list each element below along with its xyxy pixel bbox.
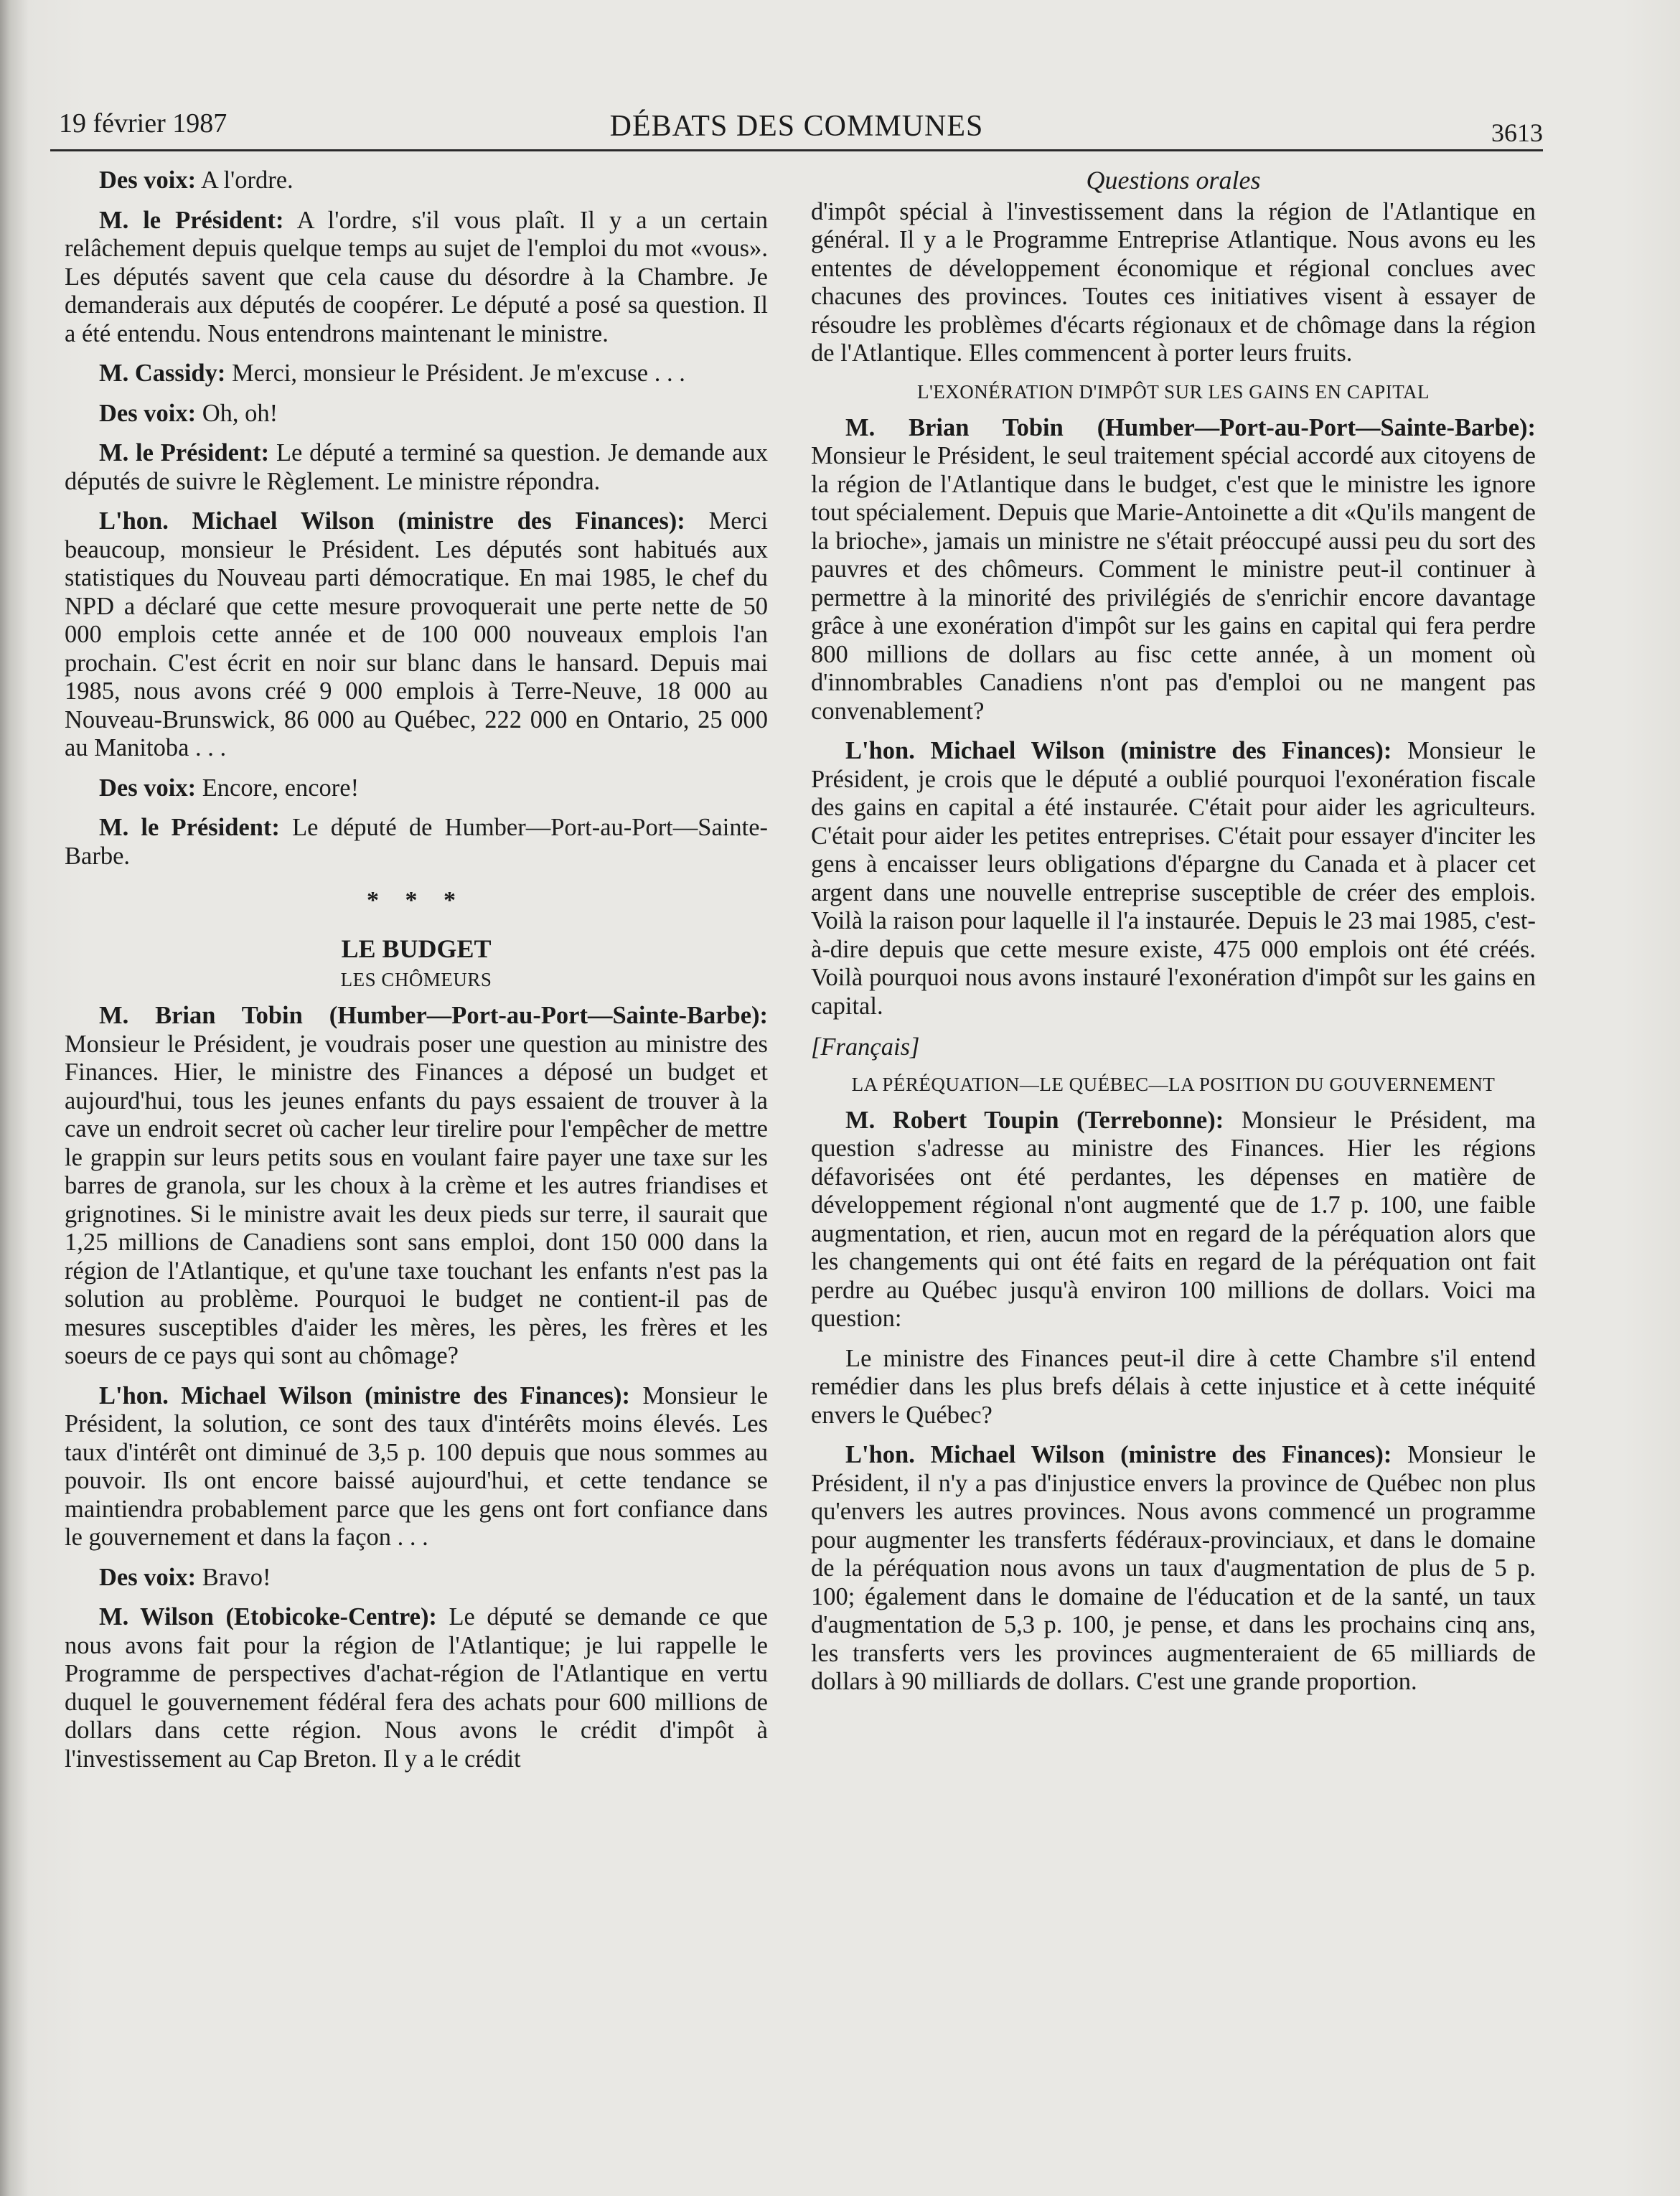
speech-text: Le député a terminé sa question. Je demande aux députés de suivre le Règlement. Le ministre répondra. <box>65 439 768 495</box>
speech-text: Le député de Humber—Port-au-Port—Sainte-Barbe. <box>65 814 768 870</box>
speaker-name: Des voix: <box>99 774 197 802</box>
section-separator: * * * <box>367 887 466 914</box>
speaker-name: M. Robert Toupin (Terrebonne): <box>845 1106 1224 1134</box>
speech-text: Le ministre des Finances peut-il dire à cette Chambre s'il entend remédier dans les plus brefs délais à cette injustice et à cette inéquité envers le Québec? <box>811 1344 1536 1429</box>
speech-text: Monsieur le Président, la solution, ce sont des taux d'intérêts moins élevés. Les taux d'intérêt ont diminué de 3,5 p. 100 depuis que nous sommes au pouvoir. Ils ont encore baissé aujourd'hui, et cette tendance se maintiendra probablement parce que les gens ont fort confiance dans le gouvernement et dans la façon . . . <box>65 1381 769 1551</box>
speech-paragraph <box>811 1441 1536 1697</box>
speaker-name: Des voix: <box>99 399 197 427</box>
section-subheading: LES CHÔMEURS <box>340 969 492 990</box>
speech-text: Monsieur le Président, ma question s'adresse au ministre des Finances. Hier les régions défavorisées ont été perdantes, les dépenses en matière de développement régional n'ont augmenté que de 1.7 p. 100, une faible augmentation, et rien, aucun mot en regard de la péréquation alors que les changements qui ont été faits en regard de la péréquation ont fait perdre au Québec jusqu'à environ 100 millions de dollars. Voici ma question: <box>811 1106 1536 1332</box>
speech-paragraph <box>65 774 768 803</box>
speech-text: A l'ordre. <box>196 166 294 194</box>
text-paragraph <box>811 1345 1536 1430</box>
speech-paragraph <box>65 439 768 496</box>
speaker-name: M. le Président: <box>99 439 270 466</box>
speaker-name: L'hon. Michael Wilson (ministre des Finances): <box>99 507 685 535</box>
speech-paragraph <box>65 360 768 388</box>
speaker-name: Des voix: <box>99 166 197 194</box>
speaker-name: M. Cassidy: <box>99 360 226 387</box>
right-column <box>811 166 1536 1708</box>
header-title: DÉBATS DES COMMUNES <box>609 110 984 143</box>
speech-paragraph <box>65 1603 768 1773</box>
speech-text: d'impôt spécial à l'investissement dans la région de l'Atlantique en général. Il y a le Programme Entreprise Atlantique. Nous avons eu les ententes de développement économique et régional conclues avec chacunes des provinces. Toutes ces initiatives visent à essayer de résoudre les problèmes d'écarts régionaux et de chômage dans la région de l'Atlantique. Elles commencent à porter leurs fruits. <box>811 197 1536 367</box>
speaker-name: M. Brian Tobin (Humber—Port-au-Port—Sainte-Barbe): <box>845 413 1536 441</box>
running-head: Questions orales <box>1086 166 1261 194</box>
header-page-number: 3613 <box>1491 118 1543 147</box>
speech-paragraph <box>65 1564 768 1592</box>
speaker-name: L'hon. Michael Wilson (ministre des Finances): <box>99 1381 630 1409</box>
header-date: 19 février 1987 <box>59 108 227 139</box>
page-header <box>50 108 1543 151</box>
speech-text: Monsieur le Président, je voudrais poser une question au ministre des Finances. Hier, le ministre des Finances a déposé un budget et aujourd'hui, tous les jeunes enfants du pays essaient de trouver à la cave un endroit secret où cacher leur tirelire pour l'empêcher de mettre le grappin sur leurs petits sous en voulant faire payer une taxe sur les barres de granola, sur les choux à la crème et les autres friandises et grignotines. Si le ministre avait les deux pieds sur terre, il saurait que 1,25 millions de Canadiens sont sans emploi, dont 150 000 dans la région de l'Atlantique, et qu'une taxe touchant les enfants n'est pas la solution au problème. Pourquoi le budget ne contient-il pas de mesures susceptibles d'aider les mères, les pères, les frères et les soeurs de ce pays qui sont au chômage? <box>65 1030 768 1369</box>
section-subheading: LA PÉRÉQUATION—LE QUÉBEC—LA POSITION DU GOUVERNEMENT <box>851 1073 1496 1095</box>
speech-paragraph <box>65 207 768 349</box>
speech-paragraph <box>65 814 768 871</box>
section-heading: LE BUDGET <box>341 934 492 963</box>
speech-text: Monsieur le Président, je crois que le député a oublié pourquoi l'exonération fiscale des gains en capital a été instaurée. C'était pour aider les agriculteurs. C'était pour aider les petites entreprises. C'était pour essayer d'inciter les gens à encaisser leurs obligations d'épargne du Canada et à placer cet argent dans une nouvelle entreprise susceptible de créer des emplois. Voilà la raison pour laquelle il l'a instaurée. Depuis le 23 mai 1985, c'est-à-dire depuis que cette mesure existe, 475 000 emplois ont été créés. Voilà pourquoi nous avons instauré l'exonération d'impôt sur les gains en capital. <box>811 737 1536 1020</box>
speaker-name: M. le Président: <box>99 814 280 841</box>
speaker-name: M. Brian Tobin (Humber—Port-au-Port—Sainte-Barbe): <box>99 1002 768 1029</box>
speaker-name: M. le Président: <box>99 206 284 234</box>
speech-paragraph <box>65 1002 768 1371</box>
speech-text: A l'ordre, s'il vous plaît. Il y a un certain relâchement depuis quelque temps au sujet de l'emploi du mot «vous». Les députés savent que cela cause du désordre à la Chambre. Je demanderais aux députés de coopérer. Le député a posé sa question. Il a été entendu. Nous entendrons maintenant le ministre. <box>65 206 768 347</box>
speech-paragraph <box>65 507 768 763</box>
speech-paragraph <box>65 1382 768 1552</box>
speech-text: Le député se demande ce que nous avons fait pour la région de l'Atlantique; je lui rappelle le Programme de perspectives d'achat-région de l'Atlantique en vertu duquel le gouvernement fédéral fera des achats pour 600 millions de dollars dans cette région. Nous avons le crédit d'impôt à l'investissement au Cap Breton. Il y a le crédit <box>65 1603 768 1773</box>
speaker-name: L'hon. Michael Wilson (ministre des Finances): <box>845 1441 1392 1468</box>
speech-text: Merci, monsieur le Président. Je m'excuse . . . <box>225 360 685 387</box>
left-column <box>65 166 768 1785</box>
speech-text: Oh, oh! <box>196 399 278 427</box>
speech-text: Monsieur le Président, il n'y a pas d'injustice envers la province de Québec non plus qu'envers les autres provinces. Nous avons commencé un programme pour augmenter les transferts fédéraux-provinciaux, et dans le domaine de la péréquation nous avons un taux d'augmentation de plus de 5 p. 100; également dans le domaine de l'éducation et de la santé, un taux d'augmentation de 5,3 p. 100, je pense, et dans les prochains cinq ans, les transferts vers les provinces augmenteraient de 65 milliards de dollars à 90 milliards de dollars. C'est une grande proportion. <box>811 1441 1536 1695</box>
speaker-name: Des voix: <box>99 1563 197 1591</box>
speaker-name: L'hon. Michael Wilson (ministre des Finances): <box>845 737 1392 764</box>
speech-paragraph <box>65 166 768 195</box>
language-marker: [Français] <box>811 1033 920 1061</box>
speaker-name: M. Wilson (Etobicoke-Centre): <box>99 1603 437 1630</box>
text-paragraph <box>811 198 1536 368</box>
speech-text: Merci beaucoup, monsieur le Président. Les députés sont habitués aux statistiques du Nouveau parti démocratique. En mai 1985, le chef du NPD a déclaré que cette mesure provoquerait une perte nette de 50 000 emplois cette année et de 100 000 nouveaux emplois l'an prochain. C'est écrit en noir sur blanc dans le hansard. Depuis mai 1985, nous avons créé 9 000 emplois à Terre-Neuve, 18 000 au Nouveau-Brunswick, 86 000 au Québec, 222 000 en Ontario, 25 000 au Manitoba . . . <box>65 507 768 761</box>
speech-text: Encore, encore! <box>196 774 360 802</box>
speech-text: Bravo! <box>196 1563 271 1591</box>
section-subheading: L'EXONÉRATION D'IMPÔT SUR LES GAINS EN CAPITAL <box>916 380 1430 403</box>
speech-paragraph <box>65 400 768 428</box>
speech-paragraph <box>811 1107 1536 1333</box>
speech-paragraph <box>811 737 1536 1020</box>
speech-paragraph <box>811 414 1536 726</box>
speech-text: Monsieur le Président, le seul traitement spécial accordé aux citoyens de la région de l'Atlantique dans le budget, c'est que le ministre les ignore tout spécialement. Depuis que Marie-Antoinette a dit «Qu'ils mangent de la brioche», jamais un ministre ne s'était préoccupé aussi peu du sort des pauvres et des chômeurs. Comment le ministre peut-il continuer à permettre à la minorité des privilégiés de s'enrichir encore davantage grâce à une exonération d'impôt sur les gains en capital qui fera perdre 800 millions de dollars au fisc cette année, à un moment où d'innombrables Canadiens n'ont pas d'emploi ou ne mangent pas convenablement? <box>811 442 1536 725</box>
